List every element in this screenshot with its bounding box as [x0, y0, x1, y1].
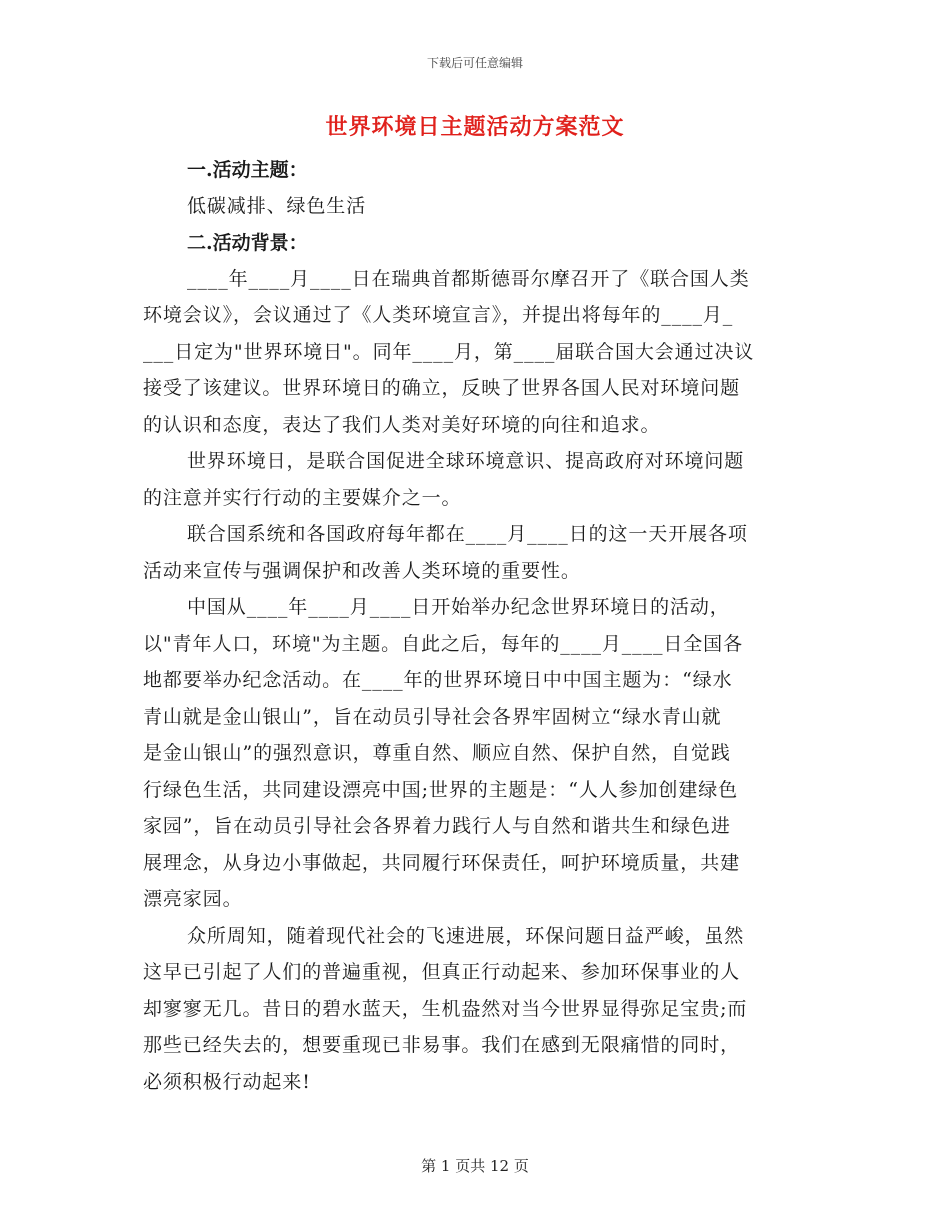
paragraph-4 — [143, 589, 808, 918]
paragraph-line: 众所周知，随着现代社会的飞速进展，环保问题日益严峻，虽然 — [187, 924, 745, 947]
paragraph-line: 青山就是金山银山”，旨在动员引导社会各界牢固树立“绿水青山就 — [143, 705, 722, 728]
paragraph-line: 的认识和态度，表达了我们人类对美好环境的向往和追求。 — [143, 413, 661, 436]
paragraph-line: 环境会议》，会议通过了《人类环境宣言》，并提出将每年的____月_ — [143, 304, 734, 326]
paragraph-line: 却寥寥无几。昔日的碧水蓝天，生机盎然对当今世界显得弥足宝贵;而 — [143, 997, 748, 1020]
paragraph-line: 展理念，从身边小事做起，共同履行环保责任，呵护环境质量，共建 — [143, 851, 741, 874]
paragraph-line: 必须积极行动起来! — [143, 1070, 311, 1093]
paragraph-line: 中国从____年____月____日开始举办纪念世界环境日的活动， — [187, 596, 730, 618]
paragraph-line: 接受了该建议。世界环境日的确立，反映了世界各国人民对环境问题 — [143, 377, 741, 399]
page-number-footer: 第 1 页共 12 页 — [421, 1157, 529, 1175]
paragraph-5 — [143, 918, 808, 1101]
paragraph-line: 这早已引起了人们的普遍重视，但真正行动起来、参加环保事业的人 — [143, 961, 741, 983]
document-title: 世界环境日主题活动方案范文 — [325, 114, 625, 140]
paragraph-line: 家园”，旨在动员引导社会各界着力践行人与自然和谐共生和绿色进 — [143, 815, 731, 837]
paragraph-line: 是金山银山”的强烈意识，尊重自然、顺应自然、保护自然，自觉践 — [143, 742, 731, 764]
paragraph-line: 活动来宣传与强调保护和改善人类环境的重要性。 — [143, 559, 581, 582]
paragraph-line: 那些已经失去的，想要重现已非易事。我们在感到无限痛惜的同时， — [143, 1034, 741, 1056]
paragraph-line: 地都要举办纪念活动。在____年的世界环境日中中国主题为：“绿水 — [143, 669, 733, 691]
paragraph-line: 世界环境日，是联合国促进全球环境意识、提高政府对环境问题 — [187, 450, 745, 472]
paragraph-1 — [143, 261, 808, 444]
paragraph-line: 的注意并实行行动的主要媒介之一。 — [143, 486, 462, 509]
section-heading-background: 二.活动背景： — [187, 231, 308, 254]
section-heading-theme: 一.活动主题： — [187, 159, 308, 181]
paragraph-2 — [143, 443, 808, 516]
section-body-theme: 低碳减排、绿色生活 — [187, 195, 367, 217]
paragraph-line: 联合国系统和各国政府每年都在____月____日的这一天开展各项 — [187, 523, 748, 545]
document-body — [143, 152, 808, 1100]
paragraph-line: ___日定为"世界环境日"。同年____月，第____届联合国大会通过决议 — [143, 340, 755, 363]
paragraph-line: 行绿色生活，共同建设漂亮中国;世界的主题是：“人人参加创建绿色 — [143, 778, 739, 801]
paragraph-3 — [143, 516, 808, 589]
paragraph-line: 漂亮家园。 — [143, 888, 243, 910]
paragraph-line: ____年____月____日在瑞典首都斯德哥尔摩召开了《联合国人类 — [187, 267, 750, 290]
paragraph-line: 以"青年人口，环境"为主题。自此之后，每年的____月____日全国各 — [143, 632, 743, 655]
page-header: 下载后可任意编辑 — [426, 56, 523, 70]
